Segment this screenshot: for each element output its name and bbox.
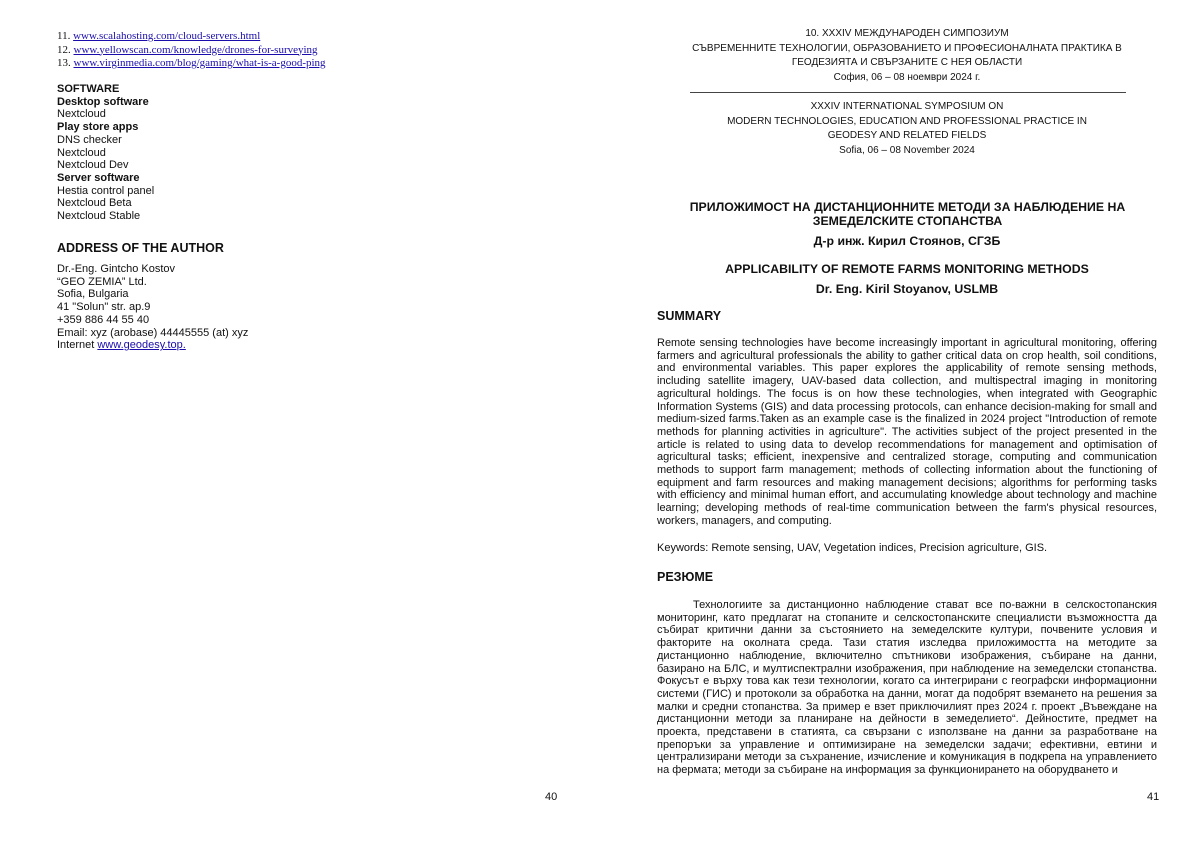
reference-link[interactable]: www.virginmedia.com/blog/gaming/what-is-a-good-ping [73,57,326,69]
summary-heading: SUMMARY [657,309,722,323]
reference-item [57,44,326,58]
header-line: Sofia, 06 – 08 November 2024 [839,145,975,157]
address-line: “GEO ZEMIA” Ltd. [57,275,147,288]
reference-link[interactable]: www.yellowscan.com/knowledge/drones-for-surveying [73,43,318,56]
software-item: Nextcloud Stable [57,210,141,223]
page-number: 40 [545,791,558,803]
page-number: 41 [1147,791,1160,803]
address-line: Sofia, Bulgaria [57,288,129,301]
reference-link[interactable]: www.scalahosting.com/cloud-servers.html [73,30,261,42]
symposium-header-en [657,100,1157,159]
reference-number: 13. [57,57,71,69]
header-line: GEODESY AND RELATED FIELDS [827,130,987,142]
header-divider [690,92,1126,93]
title-en: APPLICABILITY OF REMOTE FARMS MONITORING METHODS [725,262,1089,276]
software-item: Nextcloud Dev [57,159,129,172]
keywords: Keywords: Remote sensing, UAV, Vegetation indices, Precision agriculture, GIS. [657,542,1048,554]
software-item: Nextcloud [57,146,106,159]
right-page [600,0,1200,849]
author-bg: Д-р инж. Кирил Стоянов, СГЗБ [813,234,1001,248]
address-line: Email: xyz (arobase) 44445555 (at) xyz [57,326,249,339]
software-heading: SOFTWARE [57,83,120,95]
author-en: Dr. Eng. Kiril Stoyanov, USLMB [815,282,999,296]
reference-number: 12. [57,43,71,56]
software-item: DNS checker [57,133,122,146]
summary-text: Remote sensing technologies have become increasingly important in agricultural monitoring, offering farmers and agricultural professionals the ability to gather critical data on crop health, soil conditions, and environmental variables. This paper explores the applicability of remote sensing methods, including satellite imagery, UAV-based data collection, and multispectral imaging in monitoring agricultural holdings. The focus is on how these technologies, when integrated with Geographic Information Systems (GIS) and data processing protocols, can enhance decision-making for small and medium-sized farms.Taken as an example case is the finalized in 2024 project "Introduction of remote methods for planning activities in agriculture". The activities subject of the project presented in the article is related to using data to develop recommendations for management and optimisation of agricultural tasks; efficient, inexpensive and centralized storage, computing and communication methods to support farm management; methods of collecting information about the functioning of equipment and farm resources and making management decisions; algorithms for performing tasks with efficiency and minimal human effort, and accumulating knowledge about technology and machine learning; developing methods of real-time communication between the farm's physical resources, workers, managers, and computing. [657,337,1157,527]
address-line: +359 886 44 55 40 [57,313,150,326]
address-line: 41 "Solun" str. ap.9 [57,301,151,314]
header-line: MODERN TECHNOLOGIES, EDUCATION AND PROFESSIONAL PRACTICE IN [727,115,1087,127]
title-bg: ПРИЛОЖИМОСТ НА ДИСТАНЦИОННИТЕ МЕТОДИ ЗА НАБЛЮДЕНИЕ НА ЗЕМЕДЕЛСКИТЕ СТОПАНСТВА [689,200,1126,228]
header-line: 10. XXXIV МЕЖДУНАРОДЕН СИМПОЗИУМ [805,28,1009,39]
reference-number: 11. [57,30,71,42]
symposium-header-bg [657,27,1157,86]
address-block [57,263,248,352]
header-line: XXXIV INTERNATIONAL SYMPOSIUM ON [810,101,1004,112]
header-line: ГЕОДЕЗИЯТА И СВЪРЗАНИТЕ С НЕЯ ОБЛАСТИ [791,57,1023,69]
website-link[interactable]: www.geodesy.top. [97,339,186,352]
software-item: Nextcloud [57,108,106,121]
resume-heading: РЕЗЮМЕ [657,570,714,584]
resume-text: Технологиите за дистанционно наблюдение стават все по-важни в селскостопанския мониторинг, като предлагат на стопаните и селскостопанските специалисти възможността да събират критични данни за състоянието на земеделските култури, почвените условия и факторите на околната среда. Тази статия изследва приложимостта на методите за дистанционно наблюдение, включително спътникови изображения, събиране на данни, базирано на БЛС, и мултиспектрални изображения, при наблюдение на земеделски стопанства. Фокусът е върху това как тези технологии, когато са интегрирани с географски информационни системи (ГИС) и протоколи за обработка на данни, могат да подобрят вземането на решения за малки и средни стопанства. За пример е взет приключилият през 2024 г. проект „Въвеждане на дистанционни методи за планиране на дейности в земеделието“. Дейностите, предмет на проекта, представени в статията, са свързани с използване на данни за разработване на препоръки за управление и оптимизиране на земеделски задачи; ефективни, евтини и централизирани методи за съхранение, изчисление и комуникация в подкрепа на управлението на фермата; методи за събиране на информация за функционирането на оборудването и [657,599,1157,777]
software-item: Hestia control panel [57,184,155,197]
reference-list [57,30,326,71]
header-line: София, 06 – 08 ноември 2024 г. [833,72,981,84]
software-section [57,83,154,223]
address-line [57,339,248,352]
address-line: Dr.-Eng. Gintcho Kostov [57,263,175,275]
desktop-software-heading: Desktop software [57,95,149,108]
reference-item [57,30,326,44]
server-software-heading: Server software [57,171,140,184]
reference-item [57,57,326,71]
play-store-heading: Play store apps [57,121,139,134]
address-heading: ADDRESS OF THE AUTHOR [57,241,224,255]
header-line: СЪВРЕМЕННИТЕ ТЕХНОЛОГИИ, ОБРАЗОВАНИЕТО И ПРОФЕСИОНАЛНАТА ПРАКТИКА В [692,42,1122,54]
software-item: Nextcloud Beta [57,197,132,210]
internet-label: Internet [57,339,98,352]
